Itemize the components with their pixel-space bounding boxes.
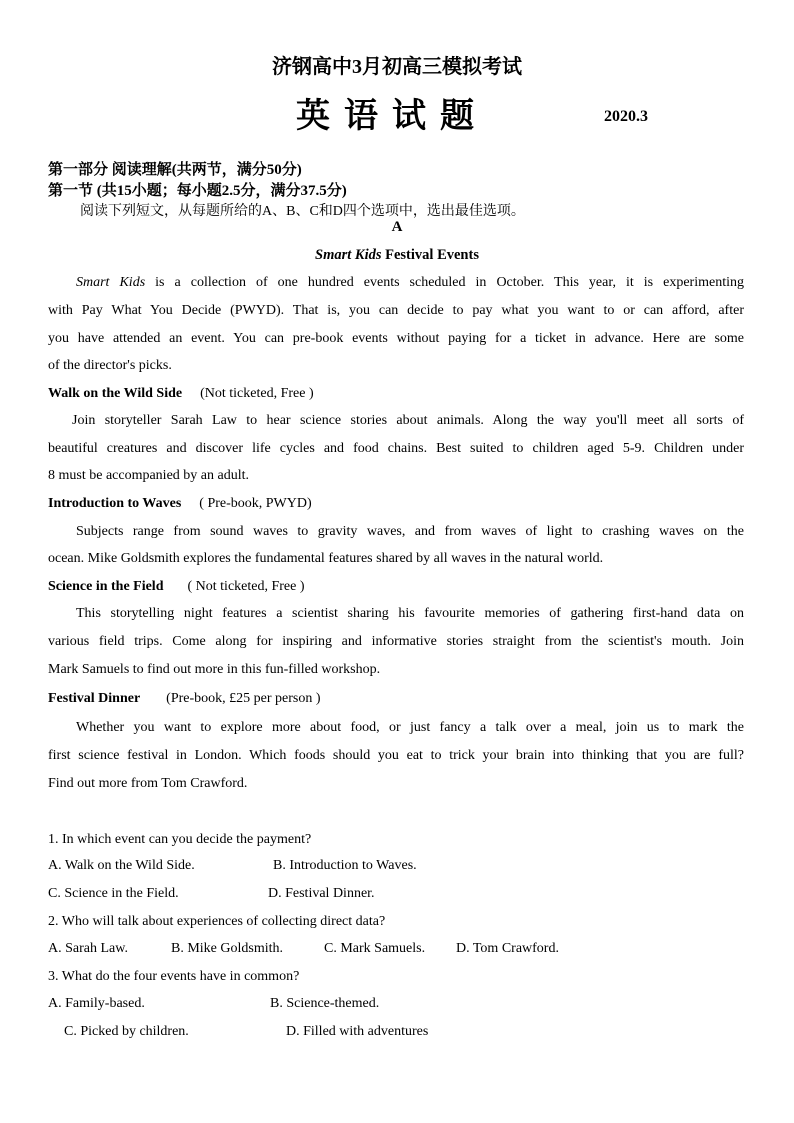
event-line: first science festival in London. Which foods should you eat to trick your brain into thinking that you are full?	[48, 748, 744, 763]
event-line: 8 must be accompanied by an adult.	[48, 468, 249, 483]
event-heading	[48, 579, 305, 595]
question-stem: 3. What do the four events have in common?	[48, 969, 300, 984]
instructions: 阅读下列短文，从每题所给的A、B、C和D四个选项中，选出最佳选项。	[80, 204, 525, 219]
intro-line-2: with Pay What You Decide (PWYD). That is, you can decide to pay what you want to or can afford, after	[48, 303, 744, 318]
event-line: beautiful creatures and discover life cycles and food chains. Best suited to children aged 5-9. Children under	[48, 441, 744, 456]
option-a: A. Walk on the Wild Side.	[48, 858, 195, 873]
passage-title-italic: Smart Kids	[315, 247, 382, 263]
event-heading	[48, 496, 312, 512]
event-info: ( Not ticketed, Free )	[187, 579, 305, 594]
event-heading	[48, 691, 321, 707]
option-a: A. Family-based.	[48, 996, 145, 1011]
option-b: B. Introduction to Waves.	[273, 858, 417, 873]
event-info: (Pre-book, £25 per person )	[166, 691, 321, 706]
passage-letter: A	[391, 219, 403, 235]
intro-line-1-text: is a collection of one hundred events scheduled in October. This year, it is experimenting	[145, 275, 744, 290]
intro-line-4: of the director's picks.	[48, 358, 172, 373]
school-exam-title: 济钢高中3月初高三模拟考试	[272, 56, 522, 78]
option-d: D. Festival Dinner.	[268, 886, 375, 901]
event-line: Mark Samuels to find out more in this fun-filled workshop.	[48, 662, 381, 677]
event-name: Introduction to Waves	[48, 496, 182, 511]
intro-line-1	[76, 275, 744, 291]
event-heading	[48, 386, 314, 402]
subject-title: 英语试题	[296, 98, 488, 135]
question-stem: 1. In which event can you decide the payment?	[48, 832, 312, 847]
section-one-heading: 第一节 (共15小题；每小题2.5分，满分37.5分)	[48, 183, 347, 199]
option-b: B. Mike Goldsmith.	[171, 941, 284, 956]
event-line: ocean. Mike Goldsmith explores the fundamental features shared by all waves in the natural world.	[48, 551, 604, 566]
option-d: D. Filled with adventures	[286, 1024, 429, 1039]
passage-title	[0, 247, 794, 264]
option-d: D. Tom Crawford.	[456, 941, 559, 956]
option-c: C. Science in the Field.	[48, 886, 179, 901]
intro-italic-lead: Smart Kids	[76, 275, 146, 290]
event-name: Festival Dinner	[48, 691, 141, 706]
part-one-heading: 第一部分 阅读理解(共两节，满分50分)	[48, 162, 302, 178]
option-c: C. Picked by children.	[64, 1024, 189, 1039]
event-line: Find out more from Tom Crawford.	[48, 776, 248, 791]
option-b: B. Science-themed.	[270, 996, 380, 1011]
intro-line-3: you have attended an event. You can pre-book events without paying for a ticket in advance. Here are some	[48, 331, 744, 346]
option-a: A. Sarah Law.	[48, 941, 128, 956]
event-name: Science in the Field	[48, 579, 164, 594]
event-name: Walk on the Wild Side	[48, 386, 183, 401]
exam-date: 2020.3	[604, 108, 648, 125]
event-line: various field trips. Come along for inspiring and informative stories straight from the scientist's mouth. Join	[48, 634, 744, 649]
option-c: C. Mark Samuels.	[324, 941, 426, 956]
event-info: ( Pre-book, PWYD)	[199, 496, 312, 511]
event-info: (Not ticketed, Free )	[200, 386, 314, 401]
event-line: Subjects range from sound waves to gravity waves, and from waves of light to crashing waves on the	[76, 524, 744, 539]
question-stem: 2. Who will talk about experiences of collecting direct data?	[48, 914, 386, 929]
passage-title-rest: Festival Events	[381, 247, 479, 263]
event-line: Whether you want to explore more about food, or just fancy a talk over a meal, join us to mark the	[76, 720, 744, 735]
event-line: Join storyteller Sarah Law to hear science stories about animals. Along the way you'll meet all sorts of	[72, 413, 744, 428]
event-line: This storytelling night features a scientist sharing his favourite memories of gathering first-hand data on	[76, 606, 744, 621]
